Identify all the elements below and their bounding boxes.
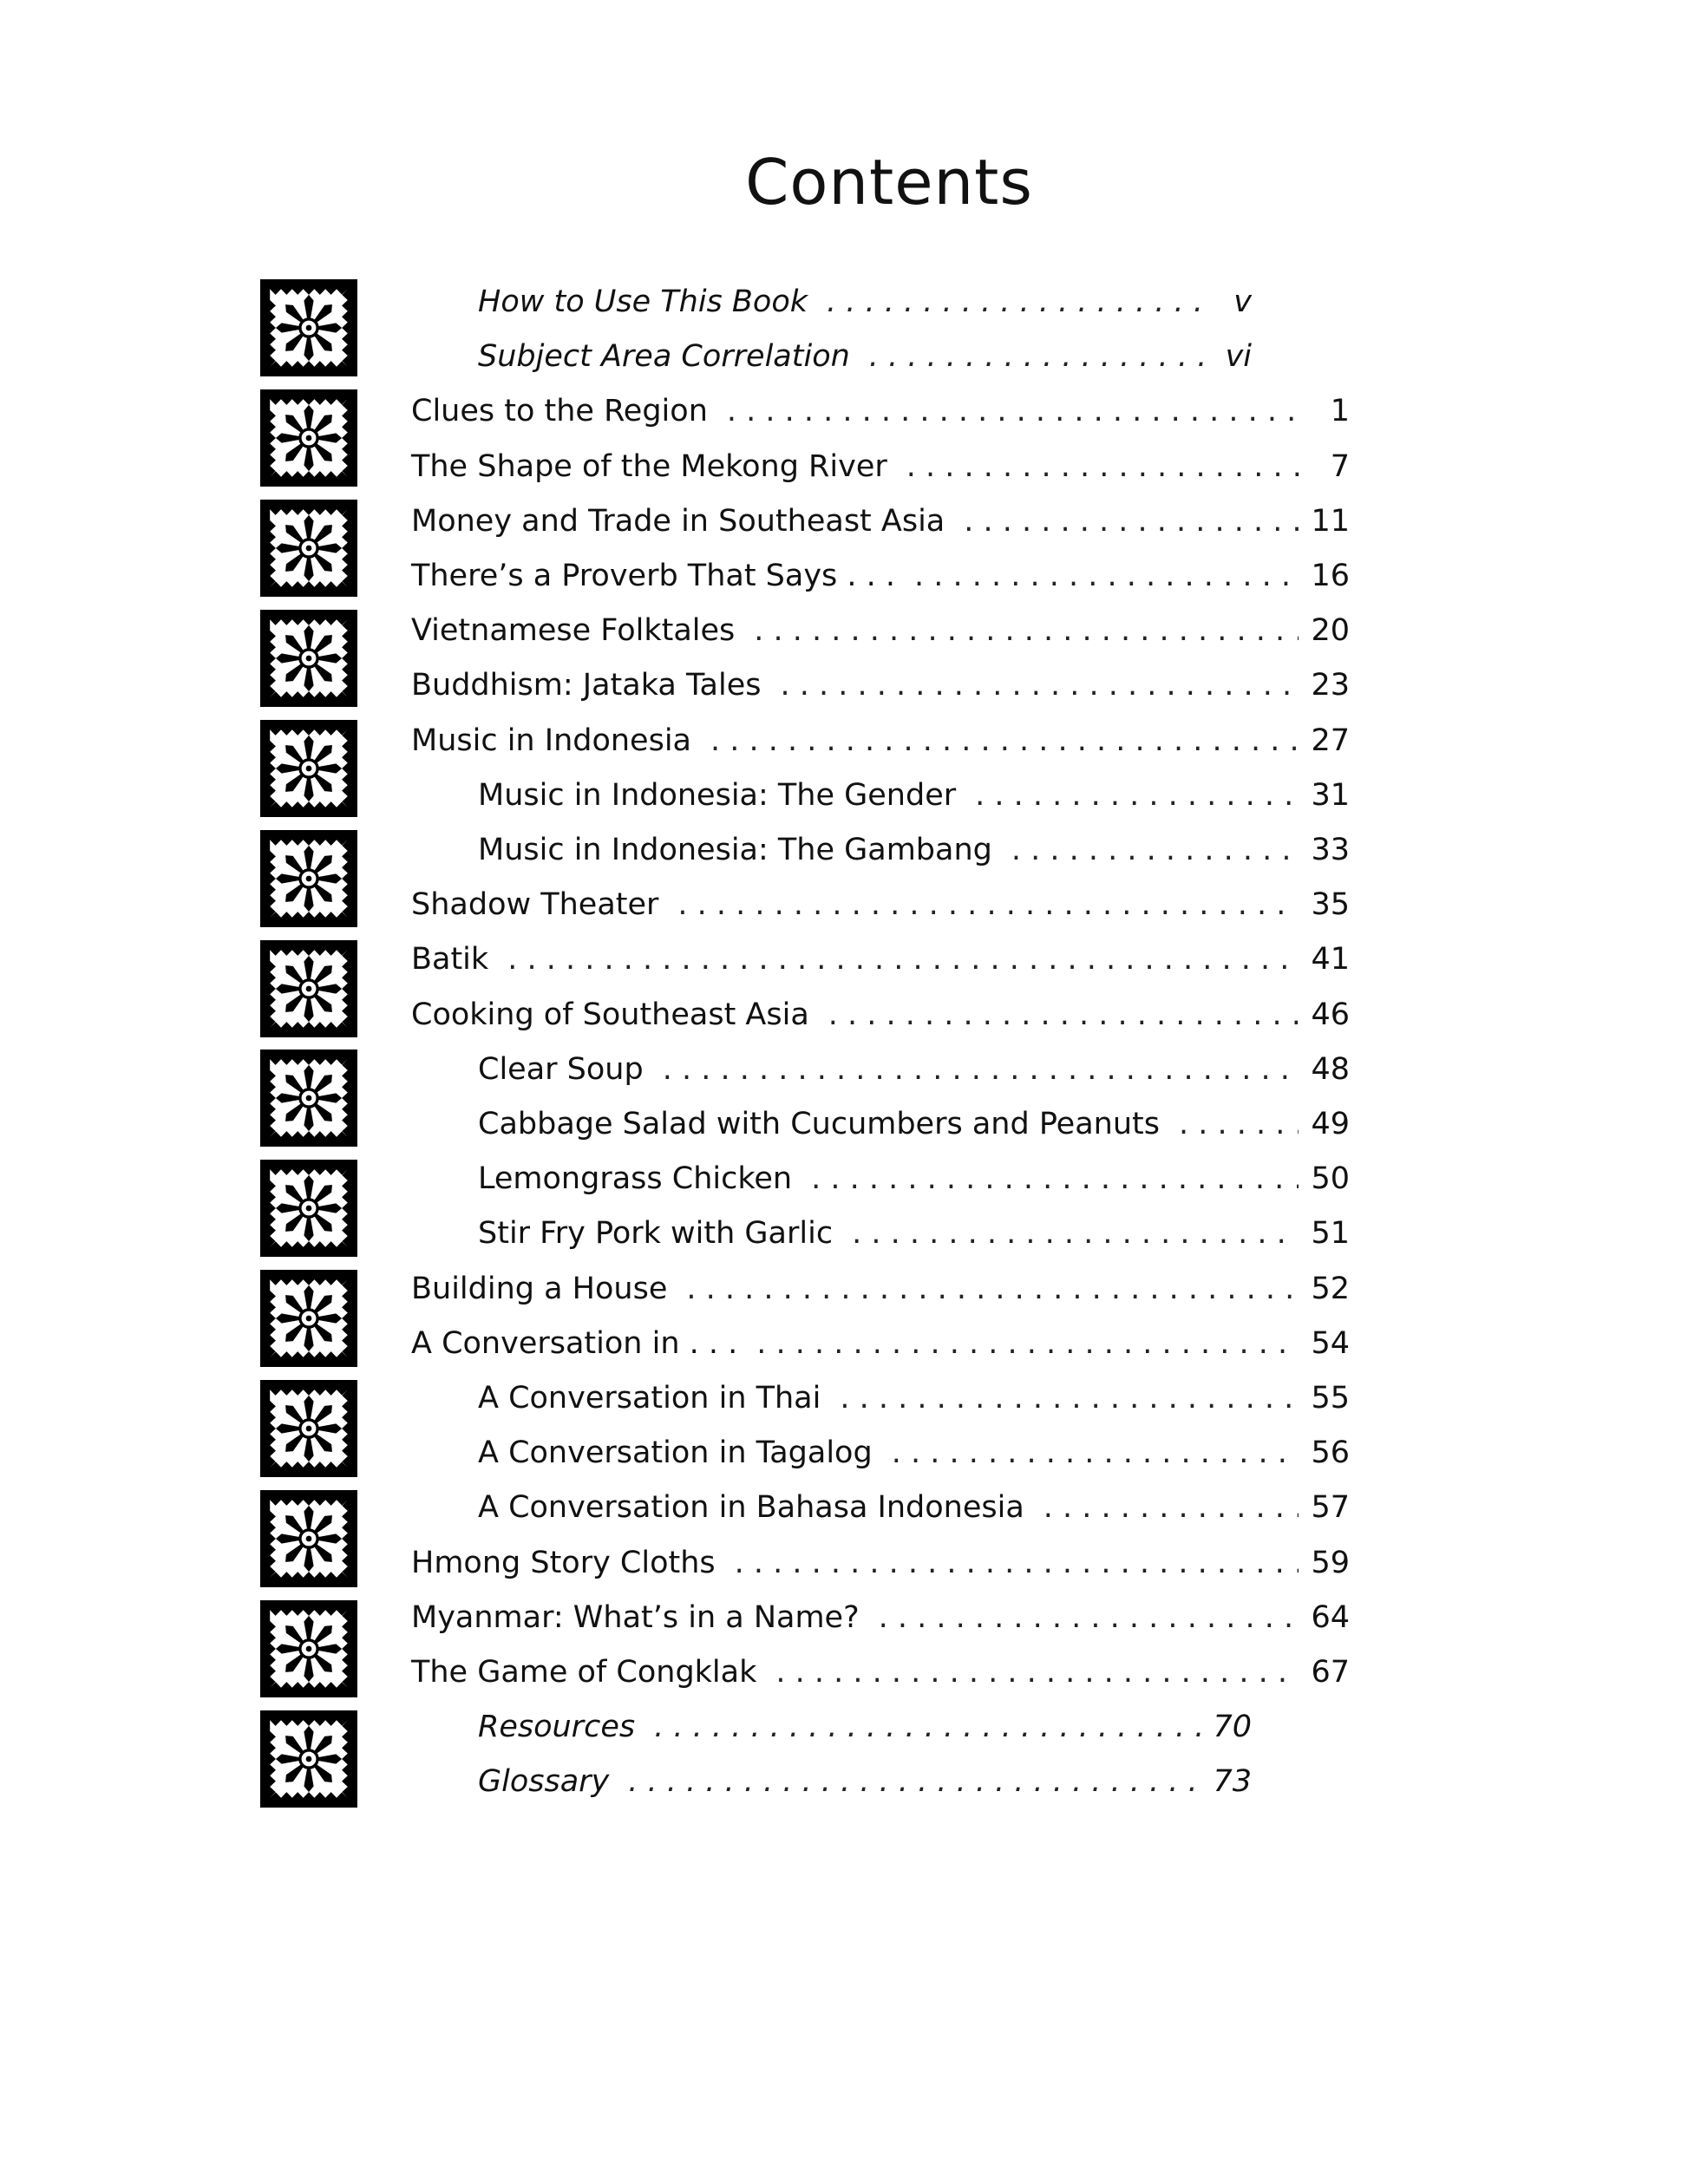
star-flower-tile-icon (260, 1710, 357, 1808)
toc-entry-page-number: 20 (1311, 613, 1350, 649)
star-flower-tile-icon (260, 830, 357, 927)
toc-entry-label: Myanmar: What’s in a Name? (411, 1599, 860, 1635)
toc-entry-label: Batik (411, 942, 489, 978)
toc-entry-label: Vietnamese Folktales (411, 613, 736, 649)
toc-entry-page-number: v (1233, 284, 1252, 319)
toc-entry-page-number: 31 (1311, 777, 1350, 813)
toc-entry (411, 879, 1350, 931)
dot-leader (686, 1263, 1299, 1315)
dot-leader (840, 1372, 1299, 1424)
toc-entry-page-number: 70 (1213, 1710, 1252, 1745)
toc-entry-label: Lemongrass Chicken (478, 1161, 793, 1197)
dot-leader (507, 933, 1299, 985)
toc-entry (411, 605, 1350, 657)
toc-entry (478, 824, 1350, 876)
dot-leader (754, 605, 1299, 657)
toc-entry (478, 1481, 1350, 1533)
dot-leader (852, 1207, 1299, 1259)
toc-entry-label: Music in Indonesia (411, 723, 691, 758)
toc-entry-page-number: 73 (1213, 1764, 1252, 1800)
dot-leader (828, 989, 1299, 1041)
toc-entry-label: Music in Indonesia: The Gambang (478, 833, 992, 867)
toc-entry (411, 933, 1350, 985)
toc-entry-label: Stir Fry Pork with Garlic (478, 1216, 834, 1252)
star-flower-tile-icon (260, 1490, 357, 1587)
dot-leader (775, 1646, 1299, 1698)
dot-leader (964, 495, 1299, 547)
toc-entry (478, 330, 1252, 383)
toc-entry (411, 659, 1350, 711)
decorative-border (260, 279, 357, 1808)
toc-entry (411, 385, 1350, 437)
toc-entry-page-number: vi (1225, 339, 1252, 375)
dot-leader (811, 1153, 1299, 1205)
toc-entry-label: Clues to the Region (411, 394, 708, 429)
toc-entry-label: Resources (478, 1710, 636, 1745)
toc-entry-label: Shadow Theater (411, 887, 659, 923)
toc-entry (478, 769, 1350, 821)
toc-entry (478, 1043, 1350, 1095)
toc-entry-page-number: 16 (1311, 559, 1350, 593)
toc-entry (411, 1537, 1350, 1589)
toc-entry-page-number: 56 (1311, 1435, 1350, 1471)
toc-entry (411, 441, 1350, 493)
dot-leader (780, 659, 1299, 711)
toc-entry-label: Buddhism: Jataka Tales (411, 668, 762, 703)
toc-entry (411, 495, 1350, 547)
toc-entry (411, 550, 1350, 602)
toc-entry-label: Clear Soup (478, 1051, 644, 1087)
toc-entry-label: Cabbage Salad with Cucumbers and Peanuts (478, 1107, 1160, 1141)
dot-leader (975, 769, 1299, 821)
dot-leader (906, 441, 1303, 493)
toc-entry-page-number: 50 (1311, 1161, 1350, 1197)
toc-entry-page-number: 41 (1311, 942, 1350, 978)
toc-entry-page-number: 54 (1311, 1325, 1350, 1361)
toc-entry (411, 1646, 1350, 1698)
dot-leader (879, 1592, 1299, 1644)
toc-entry (411, 715, 1350, 767)
toc-entry-page-number: 35 (1311, 887, 1350, 923)
dot-leader (727, 385, 1303, 437)
toc-entry (478, 1427, 1350, 1479)
dot-leader (914, 550, 1299, 602)
toc-entry-page-number: 48 (1311, 1051, 1350, 1087)
toc-entry-label: Money and Trade in Southeast Asia (411, 503, 945, 539)
star-flower-tile-icon (260, 1049, 357, 1147)
dot-leader (677, 879, 1299, 931)
toc-entry (411, 1318, 1350, 1370)
star-flower-tile-icon (260, 279, 357, 376)
dot-leader (735, 1537, 1299, 1589)
toc-entry-label: Cooking of Southeast Asia (411, 997, 809, 1032)
toc-entry (478, 1098, 1350, 1150)
toc-entry-label: Music in Indonesia: The Gender (478, 777, 957, 813)
toc-entry-page-number: 1 (1330, 394, 1350, 429)
toc-entry-label: How to Use This Book (478, 284, 808, 319)
toc-entry-label: A Conversation in Bahasa Indonesia (478, 1490, 1024, 1526)
toc-entry (478, 276, 1252, 328)
toc-entry (478, 1372, 1350, 1424)
toc-entry (478, 1153, 1350, 1205)
toc-entry-page-number: 64 (1311, 1599, 1350, 1635)
star-flower-tile-icon (260, 610, 357, 707)
toc-entry-label: A Conversation in Thai (478, 1381, 821, 1416)
toc-entry (411, 989, 1350, 1041)
star-flower-tile-icon (260, 940, 357, 1037)
toc-entry (411, 1592, 1350, 1644)
toc-entry-page-number: 51 (1311, 1216, 1350, 1252)
toc-entry-label: A Conversation in . . . (411, 1325, 738, 1361)
star-flower-tile-icon (260, 500, 357, 597)
toc-entry-page-number: 7 (1330, 448, 1350, 484)
toc-entry-label: Glossary (478, 1764, 610, 1800)
dot-leader (710, 715, 1299, 767)
toc-entry (478, 1756, 1252, 1808)
toc-entry-label: The Game of Congklak (411, 1655, 757, 1690)
toc-entry-label: Hmong Story Cloths (411, 1545, 716, 1580)
dot-leader (756, 1318, 1299, 1370)
toc-entry (411, 1263, 1350, 1315)
dot-leader (827, 276, 1205, 328)
page-title: Contents (745, 146, 1033, 219)
toc-entry-label: A Conversation in Tagalog (478, 1435, 873, 1471)
toc-entry (478, 1207, 1350, 1259)
toc-entry-page-number: 49 (1311, 1107, 1350, 1141)
dot-leader (1011, 824, 1299, 876)
toc-entry-page-number: 23 (1311, 668, 1350, 703)
star-flower-tile-icon (260, 1160, 357, 1257)
star-flower-tile-icon (260, 1270, 357, 1367)
toc-entry-page-number: 27 (1311, 723, 1350, 758)
star-flower-tile-icon (260, 1380, 357, 1477)
toc-entry-label: Building a House (411, 1271, 668, 1306)
toc-entry-label: There’s a Proverb That Says . . . (411, 559, 896, 593)
toc-entry-page-number: 57 (1311, 1490, 1350, 1526)
toc-entry-label: Subject Area Correlation (478, 339, 850, 375)
toc-entry-page-number: 46 (1311, 997, 1350, 1032)
dot-leader (869, 330, 1205, 383)
dot-leader (654, 1701, 1201, 1753)
toc-entry-page-number: 52 (1311, 1271, 1350, 1306)
star-flower-tile-icon (260, 720, 357, 817)
toc-entry-page-number: 59 (1311, 1545, 1350, 1580)
toc-entry (478, 1701, 1252, 1753)
dot-leader (663, 1043, 1299, 1095)
star-flower-tile-icon (260, 1600, 357, 1697)
toc-entry-page-number: 67 (1311, 1655, 1350, 1690)
dot-leader (628, 1756, 1201, 1808)
star-flower-tile-icon (260, 389, 357, 487)
toc-entry-label: The Shape of the Mekong River (411, 448, 887, 484)
toc-entry-page-number: 11 (1311, 503, 1350, 539)
dot-leader (892, 1427, 1299, 1479)
dot-leader (1044, 1481, 1299, 1533)
toc-entry-page-number: 55 (1311, 1381, 1350, 1416)
toc-entry-page-number: 33 (1311, 833, 1350, 867)
dot-leader (1179, 1098, 1299, 1150)
